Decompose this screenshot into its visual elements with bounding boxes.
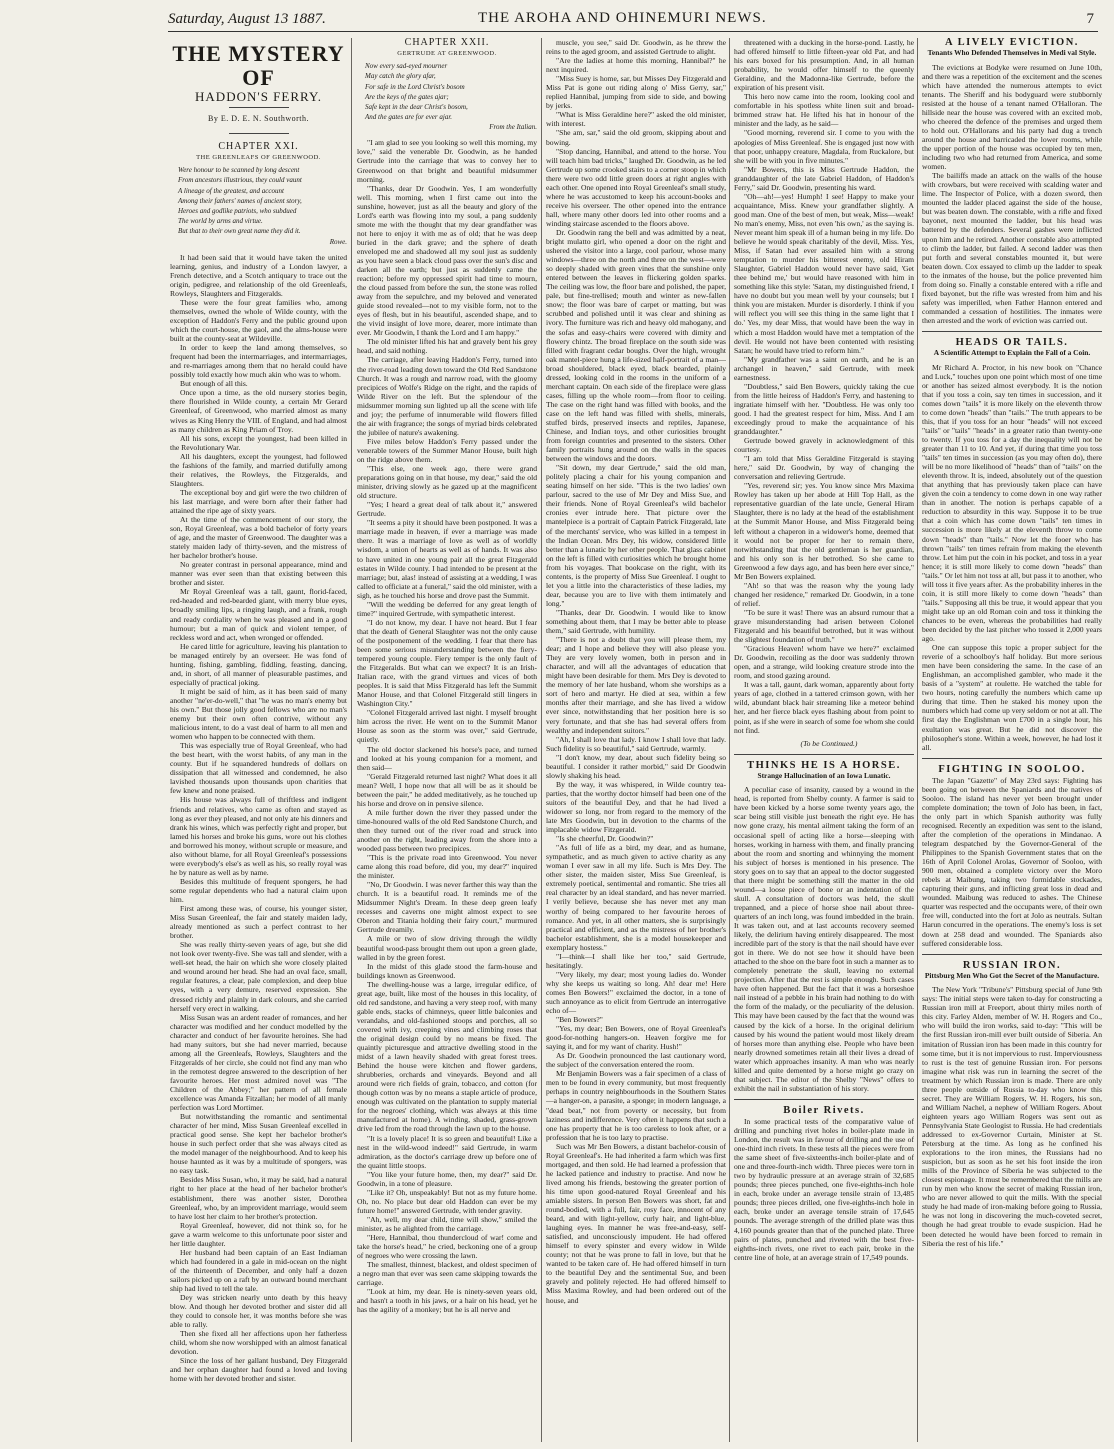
paragraph: "Is she cheerful, Dr. Goodwin?" [556,834,654,844]
paragraph: The old minister lifted his hat and gravely bent his grey head, and said nothing. [357,337,537,356]
paragraph: By the way, it was whispered, in Wilde country tea-parties, that the worthy doctor himself had been one of the suitors of the beautiful Dey, and that he had lived a widower so long, nor from regard to the memory of the late Mrs Goodwin, but in devotion to the charms of the implacable widow Fitzgerald. [546,779,726,835]
paragraph: "This is the private road into Greenwood. You never came along this road before, did you, my dear?" inquired the minister. [357,853,537,881]
paragraph: "My grandfather was a saint on earth, and he is an archangel in heaven," said Gertrude, with meek earnestness. [734,354,914,382]
verse-line: From ancestors illustrious, they could vaunt [178,176,302,185]
paragraph: Since the loss of her gallant husband, Dey Fitzgerald and her orphan daughter had found a loved and loving home with her devoted brother and sister. [170,1356,347,1384]
article-body [734,1117,914,1262]
verse-line: And the gates are for ever ajar. [365,113,453,122]
paragraph: A mile further down the river they passed under the time-honoured walls of the old Red Sandstone Church, and then they turned out of the river road and struck into another on the right, leading away from the shore into a wooded pass between two precipices. [357,807,537,854]
paragraph: It had been said that it would have taken the united learning, genius, and industry of a London lawyer, a French detective, and a Scotch antiquary to trace out the origin, pedigree, and relationship of the old Greenleafs, Rowleys, Slaughters and Fitzgeralds. [170,252,347,298]
paragraph: The carriage, after leaving Haddon's Ferry, turned into the river-road leading down toward the Old Red Sandstone Church. It was a rough and narrow road, with the gloomy precipices of Wolfe's Ridge on the right, and the rapids of Wilde River on the left. But the splendour of the midsummer morning sun lighted up all the scene with life and joy; the perfume of innumerable wild flowers filled the air with fragrance; the songs of myriad birds celebrated the jubilee of nature's awakening. [357,355,537,437]
paragraph: "As full of life as a bird, my dear, and as humane, sympathetic, and as much given to active charity as any woman I ever saw in all my life. Such is Mrs Dey. The other sister, the maiden sister, Miss Sue Greenleaf, is extremely poetical, sentimental and romantic. She tries all real character by an ideal standard, and has never married. I verily believe, because she has never met any man worthy of being compared to her favourite heroes of romance. And yet, in all other matters, she is surprisingly practical and efficient, and as the mistress of her brother's bachelor establishment, she is a model housekeeper and exemplary hostess." [546,843,726,952]
article-body [734,785,914,1093]
paragraph: "Thanks, dear Dr Goodwin. Yes, I am wonderfully well. This morning, when I first came out into the sunshine, however, just as all the beauty and glory of the Lord's earth was flowing into my soul, a pang suddenly smote me with the thought that my dear grandfather was not here to enjoy it with me as of old; that he was deep buried in the dark grave; and the sphere of death enveloped me and shadowed all my soul just as suddenly as you have seen a black cloud pass over the sun's disc and darken all the earth; but just as suddenly came the reaction; before my oppressed spirit had time to mourn, the cloud passed from before the sun, the stone was rolled away from the sepulchre, and my beloved and venerated guide stood revealed—not to my visible form, not to the eyes of flesh, but in his beautiful, ascended shape, and to the vivid insight of love more, dearer, more intimate than ever. Mr Goodwin, I thank the Lord and I am happy." [357,183,537,338]
paragraph: "Gracious Heaven! whom have we here?" exclaimed Dr. Goodwin, recoiling as the door was suddenly thrown open, and a strange, wild looking creature strode into the room, and stood gazing around. [734,644,914,681]
paragraph: But enough of all this. [180,379,248,389]
paragraph: "Yes; I heard a great deal of talk about it," answered Gertrude. [357,500,537,519]
paragraph: "I am told that Miss Geraldine Fitzgerald is staying here," said Dr. Goodwin, by way of changing the conversation and relieving Gertrude. [734,454,914,482]
paragraph: Dey was stricken nearly unto death by this heavy blow. And though her devoted brother and sister did all they could to console her, it was months before she was able to rally. [170,1293,347,1330]
paragraph: "What is Miss Geraldine here?" asked the old minister, with interest. [546,110,726,129]
verse-line: A lineage of the greatest, and account [178,186,284,195]
column-5 [922,38,1102,1442]
column-4 [734,38,914,1442]
paragraph: "It is a lovely place! It is so green and beautiful! Like a nest in the wild-wood indeed!" said Gertrude, in warm admiration, as the doctor's carriage drew up before one of the quaint little stoops. [357,1133,537,1170]
paragraph: "Miss Suey is home, sar, but Misses Dey Fitzgerald and Miss Pat is gone out riding along o' Miss Gerry, sar," replied Hannibal, jumping from side to side, and bowing by jerks. [546,74,726,111]
column-1 [170,38,347,1442]
paragraph: "To be sure it was! There was an absurd rumour that a grave misunderstanding had arisen between Colonel Fitzgerald and his beautiful betrothed, but it was without the slightest foundation of truth." [734,607,914,645]
paragraph: "Good morning, reverend sir. I come to you with the apologies of Miss Greenleaf. She is engaged just now with that poor, unhappy creature, Magdala, from Ruckalore, but she will be with you in five minutes." [734,128,914,165]
article-deck: Tenants Who Defended Themselves in Medi val Style. [927,48,1097,58]
paragraph: "Colonel Fitzgerald arrived last night. I myself brought him across the river. He went on to the Summit Manor House as soon as the storm was over," said Gertrude, quietly. [357,708,537,745]
verse-line: But that to their own great name they did it. [178,227,301,236]
paragraph: A peculiar case of insanity, caused by a wound in the head, is reported from Shelby county. A farmer is said to have been kicked by a horse some twenty years ago, the scar being still visible just beneath the right eye. He has now gone crazy, his mental ailment taking the form of an occasional spell of acting like a horse—sleeping with horses, working in harness with them, and finally prancing about the room and snorting and whinnying the moment his subject of horses is mentioned in his presence. The story goes on to say that an appeal to the doctor suggested that there might be something still the matter in the old wound—a loose piece of bone or an indentation of the skull. A consultation of doctors was held, the skull trepanned, and a piece of horse shoe nail about three-quarters of an inch long, was found imbedded in the brain. It was taken out, and at last accounts recovery seemed likely, the delirium having entirely disappeared. The most incredible part of the story is that the nail should have ever got in there. We do not see how it should have been attached to the shoe on the bare foot in such a manner as to completely penetrate the skull, leaving no external projection. After that the rest is simple enough. Such cases have often happened. But the fact that it was a horseshoe nail instead of a pebble in his brain had nothing to do with the form of the malady, or the peculiarity of the delusion. This may have been caused by the fact that the wound was caused by the kick of a horse. In the original delirium caused by his wound the patient would most likely dream of horses more than anything else. People who have been nearly drowned sometimes retain all their lives a dread of water which approaches insanity. A man who was nearly killed and quite demented by a horse might go crazy on that subject. The editor of the Shelby "News" offers to exhibit the nail in substantiation of his story. [734,785,914,1093]
paragraph: In some practical tests of the comparative value of drilling and punching rivet holes in boiler-plate made in London, the result was in favour of drilling and the use of one-third inch rivets. In these tests all the pieces were from the same sheet of five-sixteenths-inch boiler-plate and of one and three-fourth-inch width. Three pieces were torn in two by hydraulic pressure at an average strain of 32,685 pounds; three pieces punched, one five-eighths-inch hole in each, broke under an average tensile strain of 13,485 pounds; three pieces drilled, one five-eighths-inch hole in each, broke under an average tensile strain of 17,645 pounds. The average strength of the drilled plate was thus 4,160 pounds greater than that of the punched plate. Three pairs of plates, punched and riveted with the best five-eighths-inch rivets, one rivet to each pair, broke in the centre line of hole, at an average strain of 17,549 pounds. [734,1116,914,1262]
article-deck: Strange Hallucination of an Iowa Lunatic. [757,770,891,780]
verse-line: Now every sad-eyed mourner [365,62,448,71]
issue-date: Saturday, August 13 1887. [168,11,326,27]
chapter-verse [170,166,347,235]
story-byline: By E. D. E. N. Southworth. [208,114,309,124]
column-rule [541,38,542,1442]
running-head [168,9,1098,32]
column-3 [546,38,726,1442]
divider [734,754,914,755]
article-deck: A Scientific Attempt to Explain the Fall of a Coin. [933,348,1091,358]
article-deck: Pittsburg Men Who Got the Secret of the Manufacture. [924,970,1100,980]
article-headline: RUSSIAN IRON. [962,959,1062,971]
paragraph: Royal Greenleaf, however, did not think so, for he gave a warm welcome to this unfortunate poor sister and her little daughter. [170,1220,347,1248]
verse-line: Heroes and godlike patriots, who subdued [178,207,297,215]
paragraph: "Oh—ah!—yes! Humph! I see! Happy to make your acquaintance, Miss. Knew your grandfather slightly. A good man. One of the best of men, but weak, Miss—weak! No man's enemy, Miss, not even 'his own,' as the saying is. Never meant him speak ill of a human being in my life. Do believe he would speak charitably of the devil, Miss. Yes, Miss, if Satan had ever assailed him with a strong temptation to murder his bitterest enemy, old Hiram Slaughter, Gabriel Haddon would never have said, 'Get thee behind me,' but would have reasoned with him in something like this style: 'Satan, my distinguished friend, I have no doubt but you mean well by your counsels; but I think you are mistaken. Murder is disorderly. I think if you will reflect you will see this thing in the same light that I do.' Yes, my dear Miss, that would have been the way in which a most Haddon would have met a temptation of the devil. He would not have been contented with resisting Satan; he would have tried to reform him." [734,191,914,355]
paragraph: At the time of the commencement of our story, the son, Royal Greenleaf, was a bold bachelor of forty years of age, and the master of Greenwood. The daughter was a stately maiden lady of thirty-seven, and the mistress of her bachelor brother's house. [170,515,347,561]
paragraph: As Dr. Goodwin pronounced the last cautionary word, the subject of the conversation entered the room. [546,1051,726,1070]
story-title: THE MYSTERY OF [172,41,345,90]
paragraph: "Ah, well, my dear child, time will show," smiled the minister, as he alighted from the carriage. [357,1214,537,1233]
article-body [922,985,1102,1247]
paragraph: "Sit down, my dear Gertrude," said the old man, politely placing a chair for his young companion and seating himself on her side. "This is the two ladies' own parlour, sacred to the use of Mr Dey and Miss Sue, and their friends. None of Royal Greenleaf's wild bachelor cronies ever intrude here. That picture over the mantelpiece is a portrait of Captain Patrick Fitzgerald, late of the merchants' service, who was killed in a tempest in the Indian Ocean. Mrs Dey, his widow, considered little better than a lunatic by her other people. That glass cabinet on the left is filled with curiosities which he brought home from his voyages. That bookcase on the right, with its contents, is the property of Miss Sue Greenleaf. I ought to let you a little into the characteristics of these ladies, my dear, because you are to live with them intimately and long." [546,463,726,608]
verse-line: Safe kept in the dear Christ's bosom, [365,102,468,111]
paragraph: "Like it? Oh, unspeakably! But not as my future home. Oh, no. No place but dear old Haddon can ever be my future home!" answered Gertrude, with tender gravity. [357,1187,537,1215]
verse-line: Were honour to be scanned by long descent [178,166,300,175]
paragraph: "I am glad to see you looking so well this morning, my love," said the venerable Dr. Goodwin, as he handed Gertrude into the carriage that was to convey her to Greenwood on that bright and beautiful midsummer morning. [357,138,537,184]
page-number: 7 [1086,11,1094,27]
paragraph: "Gerald Fitzgerald returned last night? What does it all mean? Well, I hope now that all will be as it should be between the pair," he added meditatively, as he touched up his horse and drove on in pensive silence. [357,771,537,808]
paragraph: His house was always full of thriftless and indigent friends and relatives, who came as often and stayed as long as ever they pleased, and not only ate his dinners and drank his wines, which was perfectly right and proper, but lamed his horses and broke his guns, wore out his clothes and borrowed his money, without scruple or measure, and also without blame, for all Royal Greenleaf's possessions were everybody's else's as well as his, so really royal was he by nature as well as by name. [170,795,347,877]
paragraph: "Will the wedding be deferred for any great length of time?" inquired Gertrude, with sympathetic interest. [357,599,537,618]
paragraph: muscle, you see," said Dr. Goodwin, as he threw the reins to the aged groom, and assisted Gertrude to alight. [546,38,726,57]
verse-attribution: From the Italian. [489,123,537,132]
paragraph: No greater contrast in personal appearance, mind and manner was ever seen than that existing between this brother and sister. [170,560,347,588]
paragraph: "No, Dr Goodwin. I was never farther this way than the church. It is a beautiful road. It reminds me of the Midsummer Night's Dream. In these deep green leafy recesses and caverns one might almost expect to see Oberon and Titania holding their fairy court," murmured Gertrude dreamily. [357,880,537,935]
verse-attribution: Rowe. [329,237,347,246]
chapter-subheading: THE GREENLEAFS OF GREENWOOD. [196,154,321,162]
paragraph: "She am, sar," said the old groom, skipping about and bowing. [546,128,726,147]
story-subtitle: HADDON'S FERRY. [195,89,322,104]
paragraph: Besides Miss Susan, who, it may be said, had a natural right to her place at the head of her bachelor brother's establishment, there was another sister, Dorothea Greenleaf, who, by an improvident marriage, would seem to have lost her claim to her brother's protection. [170,1175,347,1221]
paragraph: "This else, one week ago, there were grand preparations going on in that house, my dear," said the old minister, driving slowly as he gazed up at the magnificent old structure. [357,464,537,501]
paragraph: "Stop dancing, Hannibal, and attend to the horse. You will teach him bad tricks," laughed Dr. Goodwin, as he led Gertrude up some crooked stairs to a corner stoop in which there were two odd little green doors at right angles with each other. One opened into Royal Greenleaf's small study, where he was accustomed to keep his account-books and receive his overseer. The other opened into the entrance hall, where many other doors led into other rooms and a winding staircase ascended to the floors above. [546,146,726,228]
paragraph: "It seems a pity it should have been postponed. It was a marriage made in heaven, if ever a marriage was made there. It was a marriage of love as well as of worldly wisdom, a union of hearts as well as of hands. It was also to have united in one young pair all the great Fitzgerald estates in Wilde county. I had intended to be present at the marriage; but, alas! instead of assisting at a wedding, I was called to officiate at a funeral," said the old minister, with a sigh, as he touched his horse and drove past the Summit. [357,518,537,600]
paragraph: Then she fixed all her affections upon her fatherless child, whom she now worshipped with an almost fanatical devotion. [170,1329,347,1357]
paragraph: Mr Royal Greenleaf was a tall, gaunt, florid-faced, red-headed and red-bearded giant, with merry blue eyes, broadly smiling lips, a ringing laugh, and a frank, rough and ready cordiality when he was pleased and in a good humour; but a man of quick and violent temper, of reckless word and act, when wronged or offended. [170,587,347,642]
paragraph: "Doubtless," said Ben Bowers, quickly taking the cue from the little heiress of Haddon's Ferry, and hastening to ingratiate himself with her. "Doubtless. He was only too good. I had the greatest respect for him, Miss. And I am exceedingly proud to make the acquaintance of his granddaughter." [734,381,914,437]
chapter-body [170,253,347,1384]
divider [734,1099,914,1100]
paragraph: Gertrude bowed gravely in acknowledgment of this courtesy. [734,436,914,455]
paragraph: "There is not a doubt that you will please them, my dear; and I hope and believe they will also please you. They are very lovely women, both in person and in character, and will all the advantages of education that might have been desirable for them. Mrs Dey is devoted to the memory of her late husband, whom she worships as a sort of hero and martyr. He died at sea, within a few months after their marriage, and she has lived a widow ever since, notwithstanding that her position here is so very fortunate, and that she has had several offers from wealthy and independent suitors." [546,635,726,735]
paragraph: The evictions at Bodyke were resumed on June 10th, and there was a repetition of the excitement and the scenes which have attended the numerous attempts to evict tenants. The Sheriff and his bodyguard were stubbornly resisted at the house of a tenant named O'Halloran. The hillside near the house was covered with an excited mob, who cheered the defence of the premises and urged them to hold out. O'Hallorans and his party had dug a trench around the house and barricaded the lower rooms, while the upper portion of the house was occupied by ten men, including two who had returned from America, and some women. [922,62,1102,172]
article-body [922,776,1102,948]
paragraph: Besides this multitude of frequent spongers, he had some regular dependents who had a natural claim upon him. [170,876,347,904]
column-rule [917,38,918,1442]
paragraph: "Mr Bowers, this is Miss Gertrude Haddon, the granddaughter of the late Gabriel Haddon, of Haddon's Ferry," said Dr. Goodwin, presenting his ward. [734,164,914,192]
paragraph: "Yes, my dear; Ben Bowers, one of Royal Greenleaf's good-for-nothing hangers-on. Heaven forgive me for saying it, and for my want of charity. Hush!" [546,1024,726,1052]
paragraph: The exceptional boy and girl were the two children of his last marriage, and were born after their father had attained the ripe age of sixty years. [170,487,347,515]
column-2 [357,38,537,1442]
paragraph: The dwelling-house was a large, irregular edifice, of great age, built, like most of the houses in this locality, of old red sandstone, and having a very steep roof, with many gable ends, stacks of chimneys, queer little balconies and verandahs, and old-fashioned stoops and porches, all so covered with ivy, creeping vines and climbing roses that the original design could by no means be fixed. The quaintly picturesque and attractive dwelling stood in the midst of a lawn heavily shaded with great forest trees. Behind the house were kitchen and flower gardens, shrubberies, orchards and vineyards. Beyond and all around were rich fields of grain, tobacco, and cotton (for though cotton was by no means a staple article of produce, enough was cultivated on the plantation to supply material for the negroes' clothing, which was always at this time manufactured at home). A winding, shaded, grass-grown drive led from the road through the lawn up to the house. [357,979,537,1134]
paragraph: Such was Mr Ben Bowers, a distant bachelor-cousin of Royal Greenleaf's. He had inherited a farm which was first mortgaged, and then sold. He had learned a profession that he lacked patience and industry to practise. And now he lived among his friends, bestowing the greater portion of his time upon good-natured Royal Greenleaf and his amiable sisters. In person Ben Bowers was short, fat and round-bodied, with a full, fair, rosy face, innocent of any beard, and with light-yellow, curly hair, and light-blue, laughing eyes. In manner he was free-and-easy, self-satisfied, and unconsciously impudent. He had offered himself to every spinster and every widow in Wilde county; not that he was prone to fall in love, but that he wanted to be taken care of. He had offered himself in turn to the beautiful Dey and the sentimental Sue, and been gravely and politely rejected. He had offered himself to Miss Maxima Rowley, and had been ordered out of the house, and [546,1141,726,1305]
paragraph: The smallest, thinnest, blackest, and oldest specimen of a negro man that ever was seen came skipping towards the carriage. [357,1260,537,1288]
paragraph: The bailiffs made an attack on the walls of the house with crowbars, but were received with scalding water and lime. The Inspector of Police, with a dozen sword, then mounted the ladder placed against the side of the house, but was beaten down. The constable, with a rifle and fixed bayonet, next mounted the ladder, but his head was battered by the defenders. Several gashes were inflicted upon him and he retired. Another constable also attempted to climb the ladder, but failed. A second ladder was then put forth and several constables mounted it, but were beaten down. Cox essayed to climb up the ladder to speak to the inmates of the house, but the police prevented him from doing so. Finally a constable entered with a rifle and fixed bayonet, but the rifle was wrested from him and his safety was imperilled, when Father Hannon entered and commanded a cessation of hostilities. The inmates were then arrested and the work of eviction was carried out. [922,171,1102,325]
paragraph: (To be Continued.) [800,738,858,748]
paragraph: She was really thirty-seven years of age, but she did not look over twenty-five. She was tall and slender, with a well-set head, the hair on which she wore closely plaited and wound around her head. She had an oval face, small, regular features, a clear, pale complexion, and deep blue eyes, with a very demure, reserved expression. She dressed richly and plainly in dark colours, and she carried herself very erect in walking. [170,940,347,1013]
chapter-body [357,138,537,1314]
divider [229,133,289,134]
article-body [922,63,1102,325]
verse-line: The world by arms and virtue. [178,217,263,226]
paper-name: THE AROHA AND OHINEMURI NEWS. [478,10,767,26]
divider [922,758,1102,759]
chapter-subheading: GERTRUDE AT GREENWOOD. [397,50,497,58]
paragraph: The Japan "Gazette" of May 23rd says: Fighting has been going on between the Spaniards and the natives of Sooloo. The island has never yet been brought under complete domination; the town of Jolo has been, in fact, the only part in which Spanish authority was fully recognised. Recently an expedition was sent to the island, after the completion of the operations in Mindanao. A telegram despatched by the Governor-General of the Philippines to the Spanish Government states that on the 16th of April Colonel Arolas, Governor of Sooloo, with 900 men, obtained a complete victory over the Moro rebels at Maibung, taking two formidable stockades, capturing their guns, and inflicting great loss in dead and wounded. Maibung was reduced to ashes. The Chinese quarter was respected and the occupants were, of their own free will, conducted into the fort at Jolo as neutrals. Sultan Harun concurred in the operations. The enemy's loss is set down at 258 dead and wounded. The Spaniards also suffered considerable loss. [922,775,1102,948]
paragraph: It might be said of him, as it has been said of many another "ne'er-do-well," that "he was no man's enemy but his own." But those jolly good fellows who are no man's enemy but their own often contrive, without any malicious intent, to do a vast deal of harm to all men and women who happen to be connected with them. [170,686,347,742]
paragraph: It was a tall, gaunt, dark woman, apparently about forty years of age, clothed in a tattered crimson gown, with her wild, abundant black hair streaming like a meteor behind her, and her fierce black eyes flashing about from point to point, as if she were in search of some foe whom she could not find. [734,680,914,735]
article-headline: Boiler Rivets. [783,1104,865,1116]
paragraph: These were the four great families who, among themselves, owned the whole of Wilde county, with the exception of Haddon's Ferry and the public ground upon which the court-house, the gaol, and the alms-house were built at the county-seat at Wildeville. [170,297,347,344]
paragraph: All his daughters, except the youngest, had followed the fashions of the family, and married dutifully among their relatives, the Rowleys, the Fitzgeralds, and Slaughters. [170,451,347,488]
paragraph: "Ah! so that was the reason why the young lady changed her residence," remarked Dr. Goodwin, in a tone of relief. [734,580,914,608]
verse-line: For safe in the Lord Christ's bosom [365,82,465,91]
paragraph: He cared little for agriculture, leaving his plantation to be managed entirely by an overseer. He was fond of hunting, fishing, gambling, fiddling, feasting, dancing, and, in short, of all manner of pleasurable pastimes, and especially of practical joking. [170,641,347,687]
paragraph: "Here, Hannibal, thou thundercloud of war! come and take the horse's head," he cried, beckoning one of a group of negroes who were crossing the lawn. [357,1233,537,1261]
divider [922,954,1102,955]
paragraph: Mr Benjamin Bowers was a fair specimen of a class of men to be found in every community, but most frequently perhaps in country neighbourhoods in the Southern States—a hanger-on, a parasite, a sponge; in modern language, a "dead beat," not from poverty or necessity, but from laziness and indifference. Very often it happens that such a one has property that he is too careless to look after, or a profession that he is too lazy to practise. [546,1069,726,1142]
paragraph: Her husband had been captain of an East Indiaman which had foundered in a gale in mid-ocean on the night of the thirteenth of December, and only half a dozen sailors picked up on a raft by an outward bound merchant ship had lived to tell the tale. [170,1247,347,1293]
article-headline: FIGHTING IN SOOLOO. [938,763,1086,775]
paragraph: "Look at him, my dear. He is ninety-seven years old, and hasn't a tooth in his jaws, or a hair on his head, yet he has the agility of a monkey; but he is all nerve and [357,1287,537,1315]
column-rule [729,38,730,1442]
paragraph: In order to keep the land among themselves, so frequent had been the intermarriages, and intermarriages, and re-marriages among them that no herald could have possibly told exactly how much akin who was to whom. [170,343,347,380]
paragraph: A mile or two of slow driving through the wildly beautiful wood-pass brought them out upon a green glade, walled in by the green forest. [357,934,537,962]
paragraph: First among these was, of course, his younger sister, Miss Susan Greenleaf, the fair and stately maiden lady, already mentioned as such a perfect contrast to her brother. [170,904,347,941]
verse-line: May catch the glory afar, [365,72,436,81]
paragraph: "Are the ladies at home this morning, Hannibal?" he next inquired. [546,56,726,75]
paragraph: "I—think—I shall like her too," said Gertrude, hesitatingly. [546,951,726,970]
paragraph: "Yes, reverend sir; yes. You know since Mrs Maxima Rowley has taken up her abode at Hill Top Hall, as the representative guardian of the late uncle, General Hiram Slaughter, there is no lady at the head of the establishment at the Summit Manor House, and Miss Fitzgerald being left without a chaperon in a widower's home, deemed that it would not be proper for her to remain there, notwithstanding that the old gentleman is her guardian, and his only son is her betrothed. So she came to Greenwood a few days ago, and has been here ever since," Mr Ben Bowers explained. [734,481,914,581]
article-headline: HEADS OR TAILS. [955,337,1069,348]
paragraph: In the midst of this glade stood the farm-house and buildings known as Greenwood. [357,961,537,980]
paragraph: One can suppose this topic a proper subject for the reverie of a schoolboy's half holiday. But more serious men have been considering the same. In the case of an Englishman, an accomplished gambler, who made it the basis of a "system" at roulette. He watched the table for two hours, noting carefully the numbers which came up during that time. Then he staked his money upon the numbers which had come up very seldom or not at all. The first day the Englishman won £700 in a single hour, his exultation was great. But he did not discover the philosopher's stone. Within a week, however, he had lost it all. [922,643,1102,752]
paragraph: But notwithstanding the romantic and sentimental character of her mind, Miss Susan Greenleaf excelled in practical good sense. She kept her bachelor brother's house in such perfect order that she was always cited as the model manager of the neighbourhood. And to keep his house haunted as it was by a multitude of spongers, was no easy task. [170,1112,347,1176]
paragraph: This hero now came into the room, looking cool and comfortable in his spotless white linen suit and broad-brimmed straw hat. He lifted his hat in honour of the minister and the lady, as he said— [734,92,914,129]
article-headline: A LIVELY EVICTION. [945,38,1079,48]
paragraph: The New York "Tribune's" Pittsburg special of June 9th says: The initial steps were taken to-day for constructing a Russian iron mill at Freeport, about thirty miles north of this city. Farley Alden, member of W. H. Rogers and Co., who will build the iron works, said to-day: "This will be the first Russian iron-mill ever built outside of Siberia. An imitation of Russian iron has been made in this country for some time, but it is not impervious to rust. Imperviousness to rust is the test of genuine Russian iron. For persons imagine what risk was run in learning the secret of the treatment by which Russian iron is made. There are only three people outside of Russia to-day who know this secret. They are William Rogers, W. H. Rogers, his son, and William Nachel, a nephew of William Rogers. About eighteen years ago William Rogers was sent out as Pennsylvania State Geologist to Russia. He had credentials addressed to ex-Governor Curtain, Minister at St. Petersburg at the time. As long as he confined his explorations to the iron mines, the Russians had no suspicion, but as soon as he set his foot inside the iron mills of the Province of Siberia he was subjected to the closest espionage. It must be remembered that the mills are run by men who know the secret of making Russian iron, who are never allowed to quit the mills. With the special study he had made of iron-making before going to Russia, he was not long in discovering the much-coveted secret, though he had great trouble to evade suspicion. Had he been detected he would have been forced to remain in Siberia the rest of his life." [922,985,1102,1248]
paragraph: The old doctor slackened his horse's pace, and turned and looked at his young companion for a moment, and then said— [357,744,537,772]
divider [922,331,1102,332]
chapter-verse [357,62,537,121]
paragraph: "I don't know, my dear, about such fidelity being so beautiful. I consider it rather morbid," said Dr Goodwin slowly shaking his head. [546,752,726,780]
article-body [922,363,1102,752]
verse-line: Are the keys of the gates ajar; [365,92,449,101]
verse-line: Among their fathers' names of ancient story, [178,196,302,205]
column-rule [351,38,352,1442]
divider [229,107,289,108]
paragraph: Dr. Goodwin rang the bell and was admitted by a neat, bright mulatto girl, who opened a door on the right and ushered the visitor into a large, cool parlour, whose many windows—three on the north and three on the west—were so deeply shaded with green vines that the sunshine only entered between the leaves in flickering golden sparks. The ceiling was low, the floor bare and polished, the paper, pale, but fine-trellised; mouth and winter as new-fallen snow; the floor was bare of carpet or matting, but was scrubbed and polished until it was clear and shining as ivory. The furniture was rich and heavy old mahogany, and the sofas and easy-chairs were covered with dimity and flowery chintz. The broad fireplace on the south side was filled with fragrant cedar boughs. Over the high, wrought oak mantel-piece hung a life-sized half-portrait of a man—broad shouldered, black eyed, black bearded, plainly dressed, looking cold in the rooms in the uniform of a merchant captain. On each side of the fireplace were glass cases, filling up the whole room—from floor to ceiling. The case on the right hand was filled with books, and the case on the left hand was filled with shells, minerals, stuffed birds, preserved insects and reptiles, Japanese, Chinese, and Indian toys, and other curiosities brought from foreign countries and presented to the sisters. Other family portraits hung around on the walls in the spaces between the windows and the doors. [546,227,726,464]
story-continuation [546,38,726,1305]
paragraph: This was especially true of Royal Greenleaf, who had the best heart, with the worst habits, of any man in the county. But if he squandered hundreds of dollars on dissipation that all witnessed and condemned, he also lavished thousands upon thousands upon charities that few knew and none praised. [170,741,347,796]
paragraph: threatened with a ducking in the horse-pond. Lastly, he had offered himself to little fifteen-year old Pat, and had his ears boxed for his presumption. And, in all human probability, he would offer himself to the queenly Geraldine, and the Madonna-like Gertrude, before the expiration of his present visit. [734,38,914,93]
article-headline: THINKS HE IS A HORSE. [747,759,901,771]
paragraph: Mr Richard A. Proctor, in his new book on "Chance and Luck," touches upon one point which most of one time or another has seized almost everybody. It is the notion that if you toss a coin, say ten times in succession, and it comes down "tails" it is more likely on the eleventh throw to come down "heads" than "tails." The truth appears to be this, that if you toss for an hour "heads" will not exceed "tails" or "tails" "heads" in a greater ratio than twenty-one to twenty. If you toss for a day the inequality will not be greater than 11 to 10. And yet, if during that time you toss "tails" ten times in succession (as you may often do), there will be no more likelihood of "heads" than of "tails" on the eleventh throw. It is, indeed, absolutely out of the question that anything that has previously taken place can have given the coin a tendency to come down in one way rather than in another. The notion is perhaps capable of a reduction to absurdity in this way. Suppose it to be true that a coin which has come down "tails" ten times in succession is more likely at the eleventh throw to come down "heads" than "tails." Now let the fooer who has thrown "tails" ten times refrain from making the eleventh throw. Let him put the coin in his pocket, and toss in a year hence; it is still more likely to come down "heads" than "tails." Or let him not toss at all, but pass it to another, who will toss it five years after. As the probability inheres in the coin, it is still more likely to come down "heads" than "tails." Supposing all this be true, it would appear that you might take up an old Roman coin and toss it thinking the chances to be even, whereas the probabilities had really been decided by the last pitcher who tossed it 2,000 years ago. [922,362,1102,644]
chapter-heading: CHAPTER XXII. [404,38,490,48]
paragraph: "Ben Bowers?" [556,1015,603,1025]
paragraph: "I do not know, my dear. I have not heard. But I fear that the death of General Slaughter was not the only cause of the postponement of the wedding. I fear that there has been some serious misunderstanding between the fiery-tempered young couple. Fiery temper is the only fault of the Fitzgeralds. But what can we expect? It is an Irish-Italian race, with the grand virtues and vices of both peoples. It is said that Miss Fitzgerald has left the Summit Manor House, and that Colonel Fitzgerald still lingers in Washington City." [357,617,537,709]
story-continuation [734,38,914,748]
paragraph: Once upon a time, as the old nursery stories begin, there flourished in Wilde county, a certain Mr Gerard Greenleaf, of Greenwood, who married almost as many wives as King Henry the VIII. of England, and had almost as many children as King Priam of Troy. [170,388,347,434]
paragraph: Five miles below Haddon's Ferry passed under the venerable towers of the Summer Manor House, built high on the ridge above them. [357,436,537,464]
paragraph: "Ah, I shall love that lady. I know I shall love that lady. Such fidelity is so beautiful," said Gertrude, warmly. [546,734,726,753]
chapter-heading: CHAPTER XXI. [218,141,299,153]
paragraph: All his sons, except the youngest, had been killed in the Revolutionary War. [170,433,347,452]
paragraph: "You like your future home, then, my dear?" said Dr. Goodwin, in a tone of pleasure. [357,1169,537,1188]
paragraph: "Thanks, dear Dr. Goodwin. I would like to know something about them, that I may be better able to please them," said Gertrude, with humility. [546,607,726,636]
paragraph: Miss Susan was an ardent reader of romances, and her character was modified and her conduct modelled by the character and conduct of her favourite heroines. She had had many suitors, but she had never married, because among all the Greenleafs, Rowleys, Slaughters and the Fitzgeralds of her circle, she could not find any man who in the remotest degree answered to the description of her favourite heroes. Her most admired novel was "The Children of the Abbey;" her pattern of all female excellence was Amanda Fitzallan; her model of all manly perfection was Lord Mortimer. [170,1012,347,1113]
paragraph: "Very likely, my dear; most young ladies do. Wonder why she keeps us waiting so long. Ah! dear me! Here comes Ben Bowers!" exclaimed the doctor, in a tone of such annoyance as to elicit from Gertrude an interrogative echo of— [546,969,726,1016]
